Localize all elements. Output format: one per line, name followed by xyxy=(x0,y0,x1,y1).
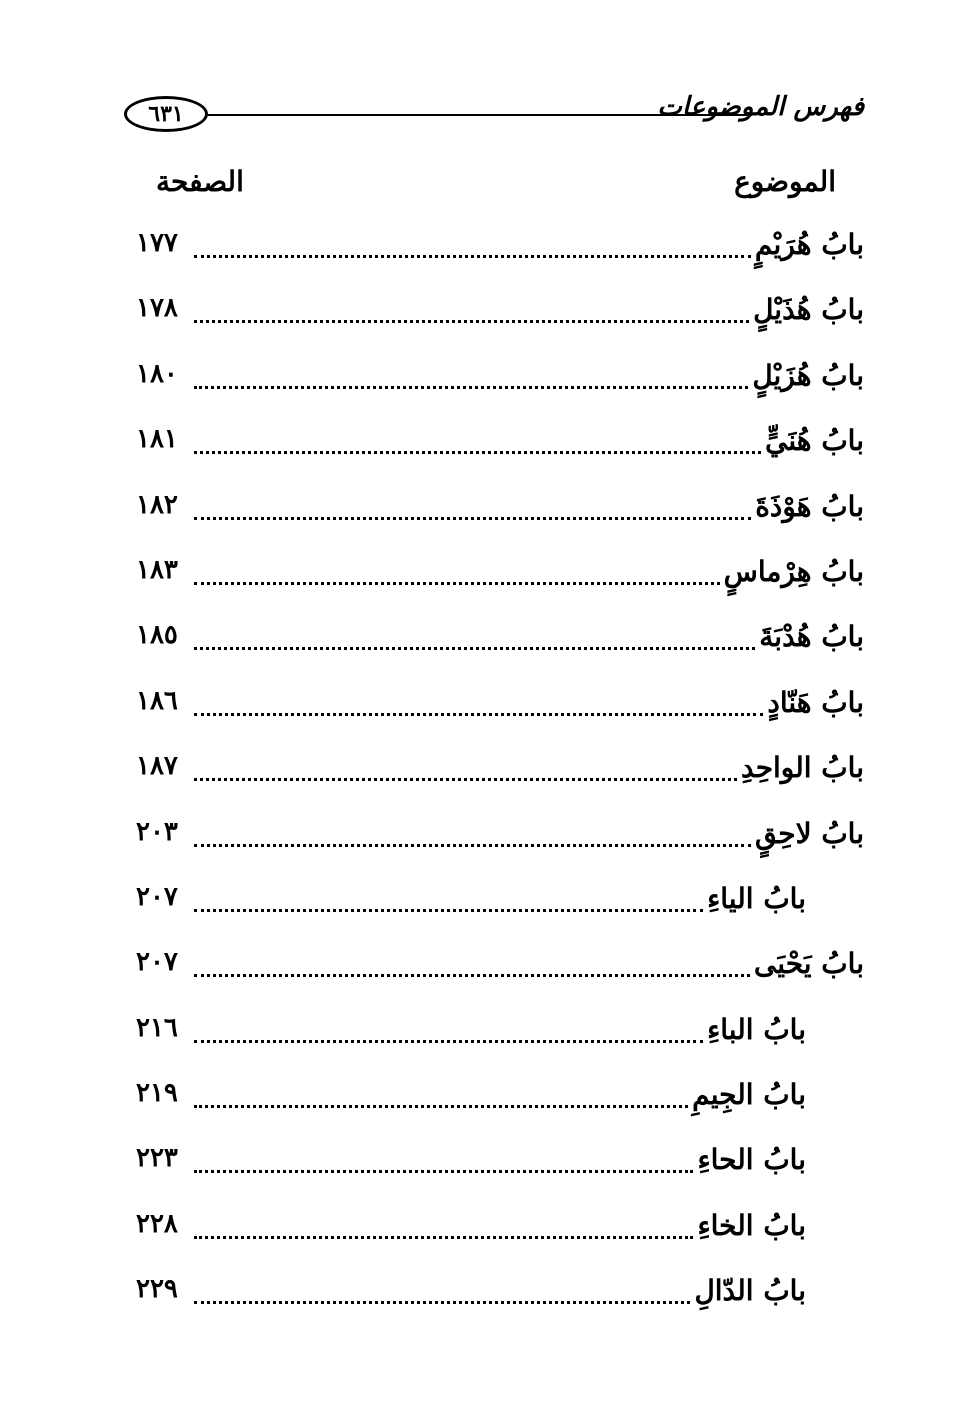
entry-page-number: ١٨٥ xyxy=(136,620,178,651)
dot-leader xyxy=(194,1040,703,1043)
dot-leader xyxy=(194,778,737,781)
toc-entry xyxy=(136,931,864,996)
dot-leader xyxy=(194,909,703,912)
running-header xyxy=(124,90,864,142)
entry-page-number: ١٨٧ xyxy=(136,751,178,782)
entry-page-number: ٢٠٧ xyxy=(136,947,178,978)
dot-leader xyxy=(194,320,749,323)
entry-page-number: ١٨١ xyxy=(136,424,178,455)
entry-title: بابُ الحاءِ xyxy=(697,1143,806,1177)
entry-title: بابُ هُزَيْلٍ xyxy=(752,358,864,392)
entry-title: بابُ الواحِدِ xyxy=(741,751,864,785)
dot-leader xyxy=(194,255,751,258)
entry-page-number: ٢٢٣ xyxy=(136,1143,178,1174)
header-title: فهرس الموضوعات xyxy=(657,92,864,122)
entry-title: بابُ الياءِ xyxy=(707,881,806,915)
entry-page-number: ١٨٢ xyxy=(136,489,178,520)
entry-title: بابُ هُنَيٍّ xyxy=(765,424,864,458)
toc-entry xyxy=(136,1062,864,1127)
toc-entry xyxy=(136,801,864,866)
dot-leader xyxy=(194,974,750,977)
entry-title: بابُ الدّالِ xyxy=(694,1274,806,1308)
entry-page-number: ٢١٦ xyxy=(136,1012,178,1043)
dot-leader xyxy=(194,1170,693,1173)
column-heading-page: الصفحة xyxy=(156,165,244,198)
toc-entry xyxy=(136,997,864,1062)
toc-entry xyxy=(136,474,864,539)
toc-entry xyxy=(136,1193,864,1258)
entry-page-number: ٢٠٣ xyxy=(136,816,178,847)
entry-page-number: ٢٠٧ xyxy=(136,881,178,912)
toc-entry xyxy=(136,277,864,342)
toc-entry xyxy=(136,735,864,800)
dot-leader xyxy=(194,1301,690,1304)
toc-entry xyxy=(136,343,864,408)
entry-title: بابُ هَنّادٍ xyxy=(767,685,864,719)
dot-leader xyxy=(194,1105,688,1108)
toc-entry xyxy=(136,866,864,931)
dot-leader xyxy=(194,844,751,847)
toc-entry xyxy=(136,212,864,277)
entry-title: بابُ الجِيمِ xyxy=(692,1078,806,1112)
entry-page-number: ٢١٩ xyxy=(136,1078,178,1109)
toc-entry xyxy=(136,604,864,669)
entry-page-number: ١٨٠ xyxy=(136,358,178,389)
toc-entry xyxy=(136,539,864,604)
entry-title: بابُ يَحْيَى xyxy=(753,947,864,981)
entry-page-number: ١٧٧ xyxy=(136,228,178,258)
toc-entries xyxy=(136,212,864,1324)
entry-title: بابُ هُذَيْلٍ xyxy=(753,293,864,327)
entry-page-number: ٢٢٩ xyxy=(136,1274,178,1305)
entry-page-number: ١٧٨ xyxy=(136,293,178,324)
dot-leader xyxy=(194,582,720,585)
dot-leader xyxy=(194,647,755,650)
entry-title: بابُ هَوْذَةَ xyxy=(755,489,864,523)
entry-title: بابُ هُدْبَةَ xyxy=(759,620,864,654)
page-number: ٦٣١ xyxy=(148,101,184,127)
toc-entry xyxy=(136,1258,864,1323)
dot-leader xyxy=(194,451,761,454)
entry-title: بابُ هُرَيْمٍ xyxy=(754,228,864,261)
entry-title: بابُ هِرْماسٍ xyxy=(723,554,864,588)
entry-page-number: ١٨٣ xyxy=(136,554,178,585)
entry-title: بابُ الخاءِ xyxy=(697,1208,806,1242)
entry-title: بابُ لاحِقٍ xyxy=(754,816,864,850)
entry-page-number: ٢٢٨ xyxy=(136,1208,178,1239)
dot-leader xyxy=(194,1236,693,1239)
toc-entry xyxy=(136,670,864,735)
dot-leader xyxy=(194,713,763,716)
dot-leader xyxy=(194,386,748,389)
page-number-badge xyxy=(124,96,208,132)
toc-entry xyxy=(136,1127,864,1192)
dot-leader xyxy=(194,517,751,520)
column-heading-topic: الموضوع xyxy=(734,165,836,198)
entry-page-number: ١٨٦ xyxy=(136,685,178,716)
entry-title: بابُ الباءِ xyxy=(707,1012,806,1046)
toc-entry xyxy=(136,408,864,473)
